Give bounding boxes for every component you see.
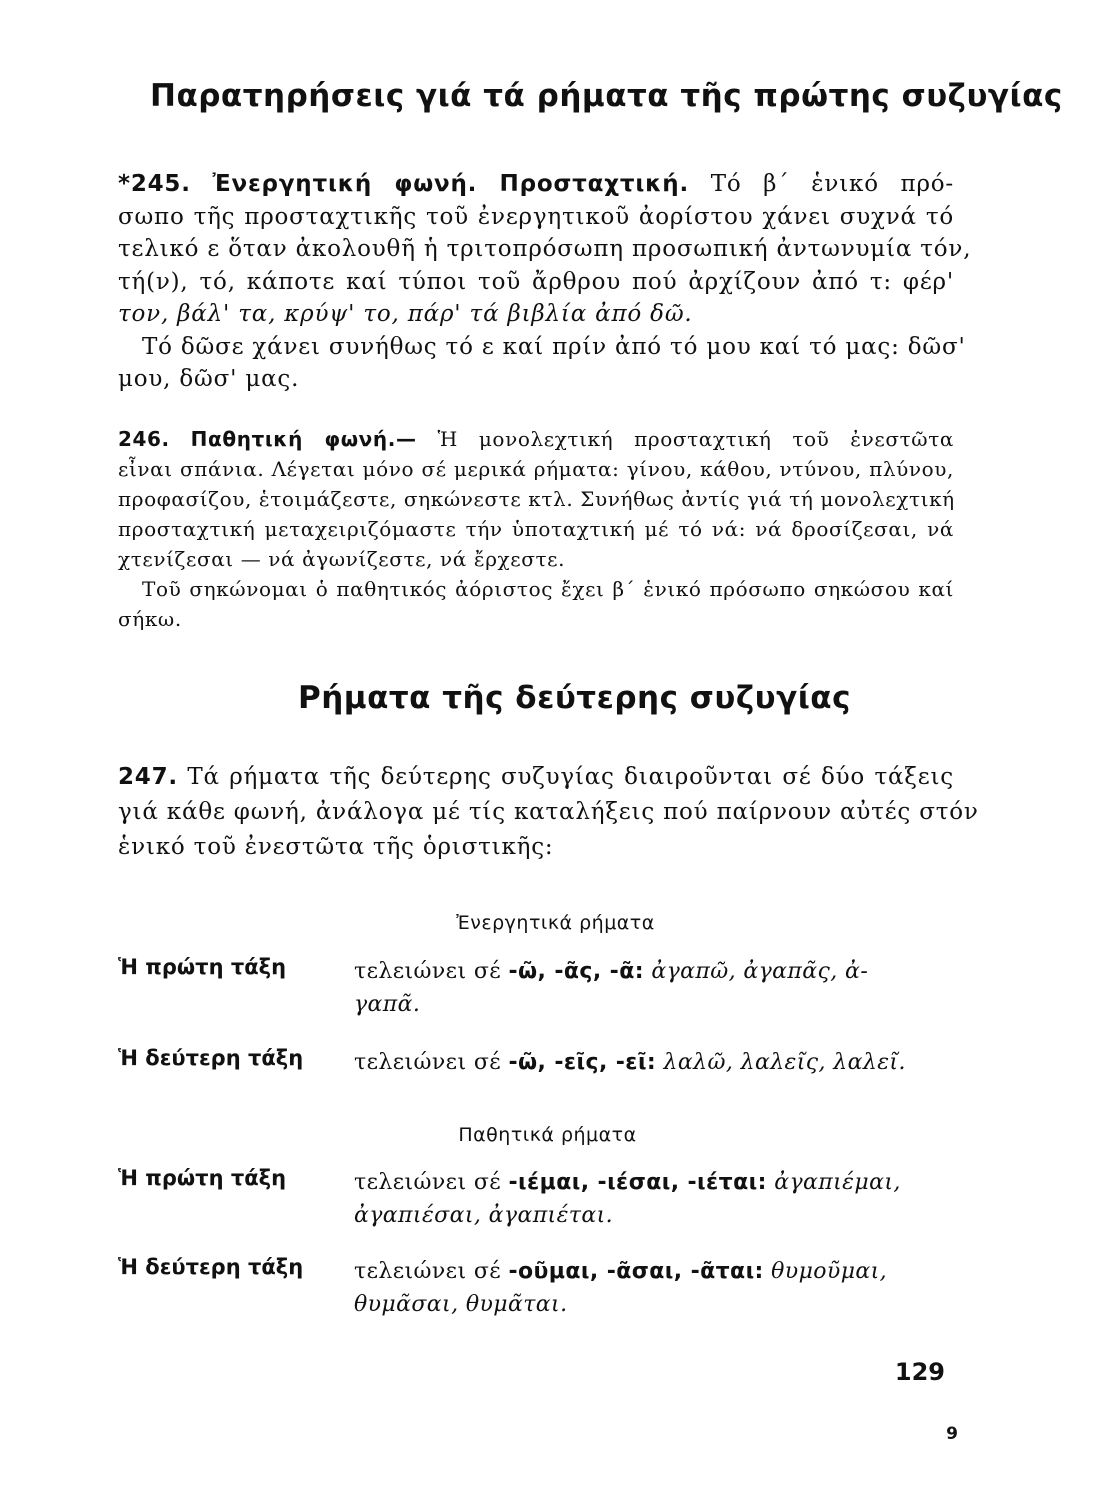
section-title-second-conjugation: Ρήματα τῆς δεύτερης συζυγίας	[298, 680, 851, 716]
subheading-passive-verbs: Παθητικά ρήματα	[458, 1124, 637, 1146]
ending-intro: τελειώνει σέ	[354, 1050, 502, 1075]
example-forms-continued: γαπᾶ.	[354, 992, 421, 1017]
paragraph-line	[118, 168, 954, 201]
example-forms-continued: θυμᾶσαι, θυμᾶται.	[354, 1292, 568, 1317]
paragraph-number: *245.	[118, 171, 191, 197]
class-label: Ἡ δεύτερη τάξη	[118, 1255, 304, 1279]
paragraph-number: 247.	[118, 764, 178, 790]
paragraph-line: μου, δῶσ' μας.	[118, 366, 300, 392]
class-description	[354, 955, 954, 1021]
example-forms: λαλῶ, λαλεῖς, λαλεῖ.	[663, 1050, 906, 1075]
paragraph-line: τον, βάλ' τα, κρύψ' το, πάρ' τά βιβλία ἀπό δῶ.	[118, 301, 693, 327]
paragraph-line: Τοῦ σηκώνομαι ὁ παθητικός ἀόριστος ἔχει β΄ ἑνικό πρόσωπο σηκώσου καί	[142, 577, 954, 601]
paragraph-heading: Παθητική φωνή.—	[190, 427, 417, 451]
subheading-active-verbs: Ἐνεργητικά ρήματα	[456, 912, 655, 934]
class-description	[354, 1046, 954, 1079]
conjugation-row	[118, 1046, 954, 1126]
sheet-number: 9	[946, 1424, 958, 1444]
ending-intro: τελειώνει σέ	[354, 1170, 502, 1195]
paragraph-line: σήκω.	[118, 607, 182, 631]
paragraph-246	[118, 424, 954, 634]
paragraph-line: προσταχτική μεταχειριζόμαστε τήν ὑποταχτική μέ τό νά: νά δροσίζεσαι, νά	[118, 517, 954, 541]
paragraph-line: τή(ν), τό, κάποτε καί τύποι τοῦ ἄρθρου πού ἀρχίζουν ἀπό τ: φέρ'	[118, 268, 954, 295]
paragraph-line: προφασίζου, ἑτοιμάζεστε, σηκώνεστε κτλ. Συνήθως ἀντίς γιά τή μονολεχτική	[118, 487, 955, 511]
paragraph-line: σωπο τῆς προσταχτικῆς τοῦ ἐνεργητικοῦ ἀορίστου χάνει συχνά τό	[118, 203, 954, 230]
class-description	[354, 1255, 954, 1321]
verb-endings: -ιέμαι, -ιέσαι, -ιέται:	[508, 1170, 767, 1195]
ending-intro: τελειώνει σέ	[354, 959, 502, 984]
paragraph-247	[118, 760, 979, 865]
conjugation-row	[118, 1255, 954, 1335]
paragraph-text: Ἡ μονολεχτική προσταχτική τοῦ ἐνεστῶτα	[437, 427, 954, 451]
paragraph-line	[118, 424, 954, 454]
paragraph-line: τελικό ε ὅταν ἀκολουθῆ ἡ τριτοπρόσωπη προσωπική ἀντωνυμία τόν,	[118, 236, 972, 262]
class-description	[354, 1166, 954, 1232]
example-forms: ἀγαπιέμαι,	[774, 1170, 901, 1195]
paragraph-line: Τό δῶσε χάνει συνήθως τό ε καί πρίν ἀπό τό μου καί τό μας: δῶσ'	[142, 333, 966, 360]
example-forms: θυμοῦμαι,	[771, 1259, 888, 1284]
paragraph-line: εἶναι σπάνια. Λέγεται μόνο σέ μερικά ρήματα: γίνου, κάθου, ντύνου, πλύνου,	[118, 457, 954, 481]
verb-endings: -οῦμαι, -ᾶσαι, -ᾶται:	[508, 1259, 764, 1284]
paragraph-text: Τό β΄ ἑνικό πρό-	[710, 171, 954, 197]
page-number: 129	[894, 1358, 945, 1386]
paragraph-245	[118, 168, 972, 396]
verb-endings: -ῶ, -ᾶς, -ᾶ:	[508, 959, 644, 984]
example-forms-continued: ἀγαπιέσαι, ἀγαπιέται.	[354, 1203, 614, 1228]
paragraph-number: 246.	[118, 427, 170, 451]
class-label: Ἡ δεύτερη τάξη	[118, 1046, 304, 1070]
paragraph-line: ἑνικό τοῦ ἐνεστῶτα τῆς ὁριστικῆς:	[118, 834, 554, 860]
section-title-first-conjugation: Παρατηρήσεις γιά τά ρήματα τῆς πρώτης συζυγίας	[150, 78, 1063, 114]
conjugation-row	[118, 955, 954, 1035]
conjugation-row	[118, 1166, 954, 1246]
paragraph-line: γιά κάθε φωνή, ἀνάλογα μέ τίς καταλήξεις πού παίρνουν αὐτές στόν	[118, 799, 979, 825]
ending-intro: τελειώνει σέ	[354, 1259, 502, 1284]
paragraph-heading: Ἐνεργητική φωνή. Προσταχτική.	[212, 171, 689, 197]
class-label: Ἡ πρώτη τάξη	[118, 1166, 287, 1190]
paragraph-line: χτενίζεσαι — νά ἀγωνίζεστε, νά ἔρχεστε.	[118, 547, 566, 571]
class-label: Ἡ πρώτη τάξη	[118, 955, 287, 979]
paragraph-line	[118, 760, 954, 795]
paragraph-text: Τά ρήματα τῆς δεύτερης συζυγίας διαιροῦνται σέ δύο τάξεις	[187, 764, 954, 790]
example-forms: ἀγαπῶ, ἀγαπᾶς, ἀ-	[651, 959, 869, 984]
verb-endings: -ῶ, -εῖς, -εῖ:	[508, 1050, 657, 1075]
